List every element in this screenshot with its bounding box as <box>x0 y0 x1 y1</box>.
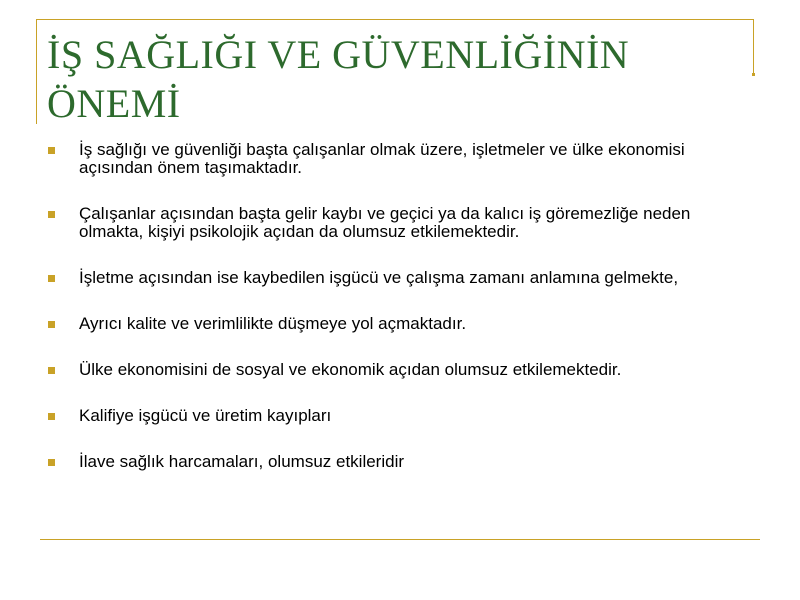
bullet-text: Kalifiye işgücü ve üretim kayıpları <box>79 406 332 425</box>
square-bullet-icon <box>48 413 55 420</box>
bullet-item <box>47 205 747 241</box>
slide-title: İŞ SAĞLIĞI VE GÜVENLİĞİNİN ÖNEMİ <box>47 32 630 126</box>
frame-right-line <box>753 19 754 74</box>
bullet-item <box>47 141 747 177</box>
frame-left-line <box>36 19 37 124</box>
frame-corner-dot <box>752 73 755 76</box>
bullet-item <box>47 315 747 333</box>
frame-top-line <box>36 19 754 20</box>
bullet-text: Ülke ekonomisini de sosyal ve ekonomik açıdan olumsuz etkilemektedir. <box>79 360 622 379</box>
bullet-item <box>47 453 747 471</box>
frame-bottom-line <box>40 539 760 540</box>
bullet-text: Ayrıcı kalite ve verimlilikte düşmeye yol açmaktadır. <box>79 314 467 333</box>
bullet-item <box>47 269 747 287</box>
square-bullet-icon <box>48 147 55 154</box>
square-bullet-icon <box>48 275 55 282</box>
bullet-text: İş sağlığı ve güvenliği başta çalışanlar olmak üzere, işletmeler ve ülke ekonomisi açısından önem taşımaktadır. <box>79 140 685 177</box>
square-bullet-icon <box>48 367 55 374</box>
square-bullet-icon <box>48 459 55 466</box>
bullet-list <box>47 141 747 471</box>
bullet-item <box>47 407 747 425</box>
bullet-item <box>47 361 747 379</box>
square-bullet-icon <box>48 321 55 328</box>
bullet-text: İşletme açısından ise kaybedilen işgücü ve çalışma zamanı anlamına gelmekte, <box>79 268 679 287</box>
bullet-text: İlave sağlık harcamaları, olumsuz etkileridir <box>79 452 405 471</box>
bullet-text: Çalışanlar açısından başta gelir kaybı ve geçici ya da kalıcı iş göremezliğe neden olmakta, kişiyi psikolojik açıdan da olumsuz etkilemektedir. <box>79 204 691 241</box>
square-bullet-icon <box>48 211 55 218</box>
